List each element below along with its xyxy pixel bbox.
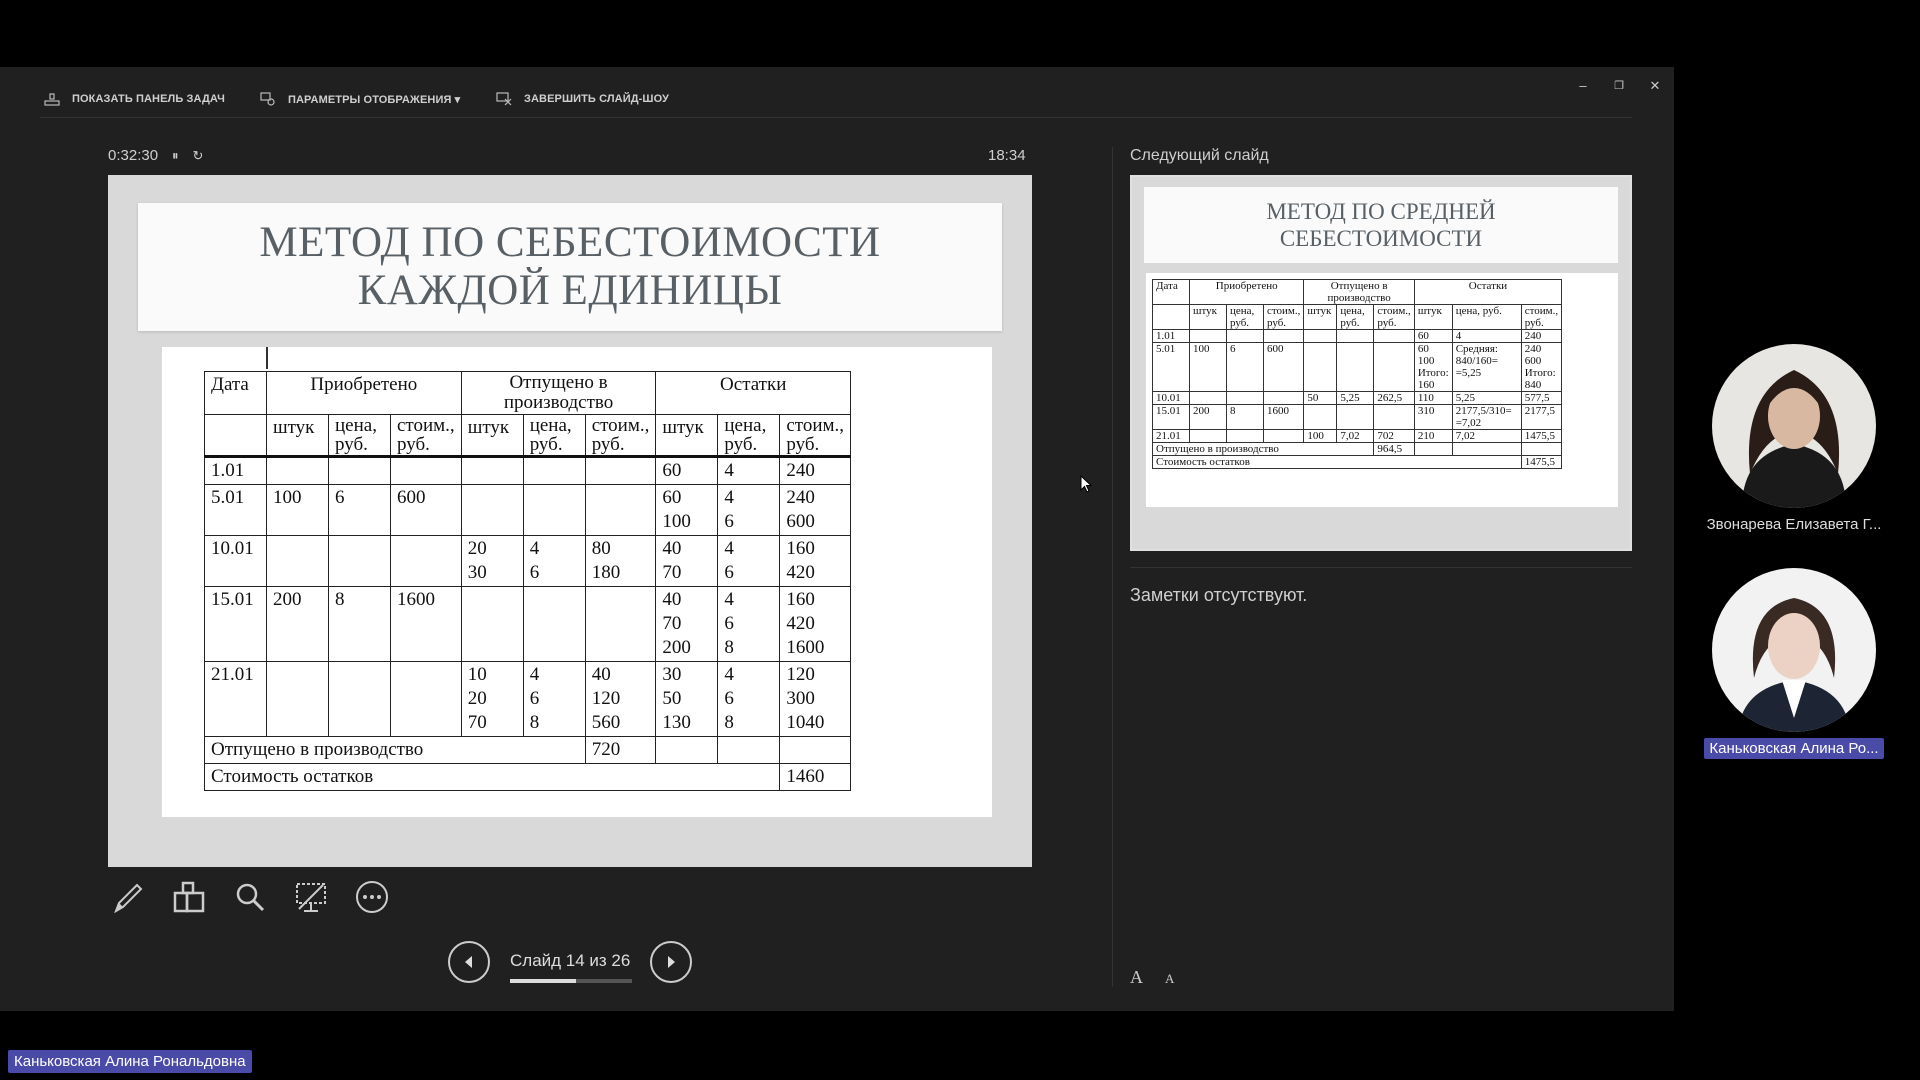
table-cell-rp: 7,02 <box>1337 430 1374 443</box>
sub-price: цена, руб. <box>718 415 780 457</box>
table-cell-bc: 1600 <box>1264 405 1304 430</box>
black-screen-button[interactable] <box>291 877 331 917</box>
triangle-left-icon <box>462 955 476 969</box>
table-row <box>1153 405 1562 430</box>
table-cell-rp: 4 6 <box>523 536 585 587</box>
released-total: 720 <box>585 737 656 764</box>
table-cell-sq: 40 70 <box>656 536 718 587</box>
table-cell-sq: 60 100 <box>656 485 718 536</box>
next-slide-table <box>1152 279 1562 469</box>
table-cell-bp <box>329 662 391 737</box>
more-icon <box>354 879 390 915</box>
slide-table <box>204 371 851 791</box>
avatar-icon <box>1712 568 1876 732</box>
more-options-button[interactable] <box>352 877 392 917</box>
table-cell-bp: 6 <box>1227 343 1264 392</box>
table-cell-rc: 80 180 <box>585 536 656 587</box>
table-cell-bc <box>1264 430 1304 443</box>
pane-divider <box>1112 147 1113 987</box>
table-cell-bq <box>1190 330 1227 343</box>
participant-tile[interactable] <box>1690 568 1898 764</box>
table-cell-bp <box>329 536 391 587</box>
table-cell-rp <box>1337 330 1374 343</box>
table-cell-sp: 7,02 <box>1452 430 1521 443</box>
blank-cell <box>656 737 718 764</box>
participant-avatar <box>1712 568 1876 732</box>
slides-grid-icon <box>171 879 207 915</box>
header-rest: Остатки <box>1414 280 1561 305</box>
blank-cell <box>780 737 851 764</box>
table-cell-rq <box>1304 330 1337 343</box>
blank-cell <box>718 737 780 764</box>
table-cell-bc <box>1264 330 1304 343</box>
slideshow-timer <box>108 147 203 164</box>
released-label: Отпущено в производство <box>205 737 586 764</box>
close-button[interactable] <box>1640 73 1670 99</box>
table-cell-sc: 240 600 <box>780 485 851 536</box>
table-cell-sp: 4 <box>718 457 780 485</box>
speaker-notes: Заметки отсутствуют. <box>1130 585 1308 605</box>
table-cell-sp: 4 6 8 <box>718 662 780 737</box>
table-cell-rq <box>1304 343 1337 392</box>
table-cell-sc: 577,5 <box>1521 392 1561 405</box>
table-cell-sp: Средняя: 840/160= =5,25 <box>1452 343 1521 392</box>
sub-price: цена, руб. <box>523 415 585 457</box>
slide-tools <box>108 877 413 917</box>
table-cell-rq <box>461 485 523 536</box>
table-cell-rq <box>461 457 523 485</box>
table-cell-bq: 100 <box>1190 343 1227 392</box>
avatar-icon <box>1712 344 1876 508</box>
blank-cell <box>1414 443 1452 456</box>
slide-title-box <box>138 203 1002 331</box>
pause-icon[interactable]: ⏸ <box>172 147 179 163</box>
notes-font-controls <box>1130 967 1196 988</box>
pen-tool-button[interactable] <box>108 877 148 917</box>
previous-slide-button[interactable] <box>448 941 490 983</box>
next-title-line1: МЕТОД ПО СРЕДНЕЙ <box>1266 199 1496 224</box>
slide-title <box>259 219 880 315</box>
table-cell-date: 21.01 <box>1153 430 1190 443</box>
restore-button[interactable] <box>1604 73 1634 99</box>
minimize-icon: – <box>1579 78 1587 93</box>
close-icon: ✕ <box>1649 78 1661 93</box>
table-row <box>205 587 851 662</box>
header-date: Дата <box>205 372 267 415</box>
table-cell-rq: 10 20 70 <box>461 662 523 737</box>
sub-cost: стоим., руб. <box>1521 305 1561 330</box>
table-cell-rc <box>585 485 656 536</box>
table-cell-rp <box>523 485 585 536</box>
table-cell-sq: 60 <box>1414 330 1452 343</box>
text-cursor <box>266 347 268 369</box>
slide-progress <box>510 979 632 983</box>
rest-total: 1460 <box>780 764 851 791</box>
table-cell-sp: 2177,5/310= =7,02 <box>1452 405 1521 430</box>
table-cell-sq: 110 <box>1414 392 1452 405</box>
table-row <box>205 485 851 536</box>
table-cell-bc <box>391 536 462 587</box>
table-cell-bc <box>391 457 462 485</box>
magnifier-icon <box>232 879 268 915</box>
table-cell-bq <box>267 457 329 485</box>
toolbar-divider <box>40 117 1632 118</box>
sub-cost: стоим., руб. <box>1374 305 1414 330</box>
show-taskbar-label: ПОКАЗАТЬ ПАНЕЛЬ ЗАДАЧ <box>72 93 225 105</box>
presenter-toolbar <box>0 67 1674 117</box>
table-cell-rc <box>585 457 656 485</box>
sub-price: цена, руб. <box>329 415 391 457</box>
mouse-pointer-icon <box>1080 475 1092 493</box>
slide-title-line1: МЕТОД ПО СЕБЕСТОИМОСТИ <box>259 219 881 266</box>
participant-tile[interactable] <box>1690 344 1898 540</box>
table-cell-sq: 60 100 Итого: 160 <box>1414 343 1452 392</box>
table-cell-sp: 4 6 8 <box>718 587 780 662</box>
table-cell-sc: 240 <box>1521 330 1561 343</box>
table-row <box>1153 430 1562 443</box>
screen-off-icon <box>293 879 329 915</box>
sub-price: цена, руб. <box>1337 305 1374 330</box>
header-bought: Приобретено <box>267 372 462 415</box>
pen-icon <box>110 879 146 915</box>
table-row <box>205 662 851 737</box>
table-cell-bc: 600 <box>1264 343 1304 392</box>
table-cell-bp: 6 <box>329 485 391 536</box>
table-cell-sq: 210 <box>1414 430 1452 443</box>
table-cell-sp: 4 6 <box>718 536 780 587</box>
header-released: Отпущено в производство <box>1304 280 1414 305</box>
table-cell-rc <box>1374 343 1414 392</box>
display-settings-label: ПАРАМЕТРЫ ОТОБРАЖЕНИЯ ▾ <box>288 93 461 106</box>
table-cell-bq: 200 <box>1190 405 1227 430</box>
sub-cost: стоим., руб. <box>391 415 462 457</box>
table-cell-rp <box>523 457 585 485</box>
table-cell-bq: 100 <box>267 485 329 536</box>
table-cell-bc <box>391 662 462 737</box>
next-slide-preview[interactable] <box>1130 175 1632 551</box>
table-cell-sq: 60 <box>656 457 718 485</box>
table-cell-bp: 8 <box>1227 405 1264 430</box>
active-speaker-label: Каньковская Алина Рональдовна <box>8 1050 252 1073</box>
table-cell-rc: 702 <box>1374 430 1414 443</box>
table-cell-bq <box>267 536 329 587</box>
reset-timer-icon[interactable]: ↻ <box>192 147 204 163</box>
table-cell-rp: 5,25 <box>1337 392 1374 405</box>
table-cell-bc: 600 <box>391 485 462 536</box>
table-cell-rp <box>1337 405 1374 430</box>
table-cell-sc: 120 300 1040 <box>780 662 851 737</box>
table-row <box>1153 330 1562 343</box>
table-cell-rp <box>523 587 585 662</box>
table-cell-sq: 310 <box>1414 405 1452 430</box>
table-cell-bp <box>1227 330 1264 343</box>
table-cell-sc: 240 <box>780 457 851 485</box>
sub-qty: штук <box>267 415 329 457</box>
table-cell-rc: 262,5 <box>1374 392 1414 405</box>
header-rest: Остатки <box>656 372 851 415</box>
header-released: Отпущено в производство <box>461 372 656 415</box>
table-cell-bp: 8 <box>329 587 391 662</box>
triangle-right-icon <box>664 955 678 969</box>
participant-name: Звонарева Елизавета Г... <box>1706 516 1882 533</box>
zoom-button[interactable] <box>230 877 270 917</box>
table-cell-sp: 4 <box>1452 330 1521 343</box>
decrease-font-button[interactable]: A <box>1165 971 1175 986</box>
table-cell-rq <box>461 587 523 662</box>
next-slide-button[interactable] <box>650 941 692 983</box>
table-cell-date: 1.01 <box>205 457 267 485</box>
table-cell-date: 15.01 <box>205 587 267 662</box>
display-settings-icon <box>260 92 276 106</box>
next-slide-title-box <box>1144 187 1618 263</box>
table-cell-sc: 1475,5 <box>1521 430 1561 443</box>
table-cell-rc <box>1374 405 1414 430</box>
table-cell-bq <box>1190 392 1227 405</box>
next-slide-title <box>1266 198 1495 252</box>
increase-font-button[interactable]: A <box>1130 967 1143 987</box>
elapsed-time: 0:32:30 <box>108 147 159 164</box>
table-cell-date: 1.01 <box>1153 330 1190 343</box>
table-cell-bp <box>1227 392 1264 405</box>
end-slideshow-button[interactable] <box>496 89 669 109</box>
sub-cost: стоим., руб. <box>585 415 656 457</box>
table-row <box>1153 392 1562 405</box>
blank-cell <box>1521 443 1561 456</box>
header-bought: Приобретено <box>1190 280 1304 305</box>
sub-cost: стоим., руб. <box>780 415 851 457</box>
table-cell-sc: 160 420 <box>780 536 851 587</box>
table-cell-date: 5.01 <box>1153 343 1190 392</box>
slide-counter: Слайд 14 из 26 <box>510 951 631 970</box>
table-row <box>205 536 851 587</box>
sub-qty: штук <box>656 415 718 457</box>
sub-price: цена, руб. <box>1452 305 1521 330</box>
rest-total: 1475,5 <box>1521 456 1561 469</box>
minimize-button[interactable] <box>1568 73 1598 99</box>
slide-progress-fill <box>510 979 576 983</box>
table-cell-date: 10.01 <box>1153 392 1190 405</box>
display-settings-button[interactable] <box>260 89 460 109</box>
released-label: Отпущено в производство <box>1153 443 1374 456</box>
table-cell-bp <box>1227 430 1264 443</box>
table-cell-sc: 160 420 1600 <box>780 587 851 662</box>
slide-title-line2: КАЖДОЙ ЕДИНИЦЫ <box>357 267 783 314</box>
table-cell-date: 15.01 <box>1153 405 1190 430</box>
table-cell-sq: 30 50 130 <box>656 662 718 737</box>
released-total: 964,5 <box>1374 443 1414 456</box>
table-cell-rc: 40 120 560 <box>585 662 656 737</box>
slide-navigation <box>448 941 694 987</box>
table-row <box>1153 343 1562 392</box>
sub-price: цена, руб. <box>1227 305 1264 330</box>
next-slide-label: Следующий слайд <box>1130 147 1269 164</box>
table-cell-bp <box>329 457 391 485</box>
sub-qty: штук <box>1190 305 1227 330</box>
rest-label: Стоимость остатков <box>205 764 780 791</box>
participant-name: Каньковская Алина Ро... <box>1704 738 1883 759</box>
table-cell-sp: 4 6 <box>718 485 780 536</box>
header-blank <box>1153 305 1190 330</box>
table-row <box>205 457 851 485</box>
notes-divider <box>1130 567 1632 568</box>
show-taskbar-button[interactable] <box>44 89 225 109</box>
table-cell-bq <box>267 662 329 737</box>
sub-qty: штук <box>1304 305 1337 330</box>
table-cell-date: 10.01 <box>205 536 267 587</box>
table-cell-bq: 200 <box>267 587 329 662</box>
next-title-line2: СЕБЕСТОИМОСТИ <box>1279 226 1483 251</box>
end-slideshow-icon <box>496 92 512 106</box>
table-cell-rc <box>585 587 656 662</box>
presenter-view <box>0 67 1674 1011</box>
table-cell-rp: 4 6 8 <box>523 662 585 737</box>
table-cell-bc: 1600 <box>391 587 462 662</box>
slide-content <box>162 347 992 817</box>
table-cell-sp: 5,25 <box>1452 392 1521 405</box>
sub-qty: штук <box>461 415 523 457</box>
current-slide[interactable] <box>108 175 1032 867</box>
see-all-slides-button[interactable] <box>169 877 209 917</box>
mouse-pointer <box>1080 475 1092 493</box>
table-cell-sc: 2177,5 <box>1521 405 1561 430</box>
current-time: 18:34 <box>988 147 1026 164</box>
restore-icon: ❐ <box>1614 80 1624 92</box>
table-cell-rq <box>1304 405 1337 430</box>
header-blank <box>205 415 267 457</box>
table-cell-date: 5.01 <box>205 485 267 536</box>
next-slide-content <box>1146 273 1618 507</box>
sub-cost: стоим., руб. <box>1264 305 1304 330</box>
table-cell-rq: 100 <box>1304 430 1337 443</box>
table-cell-bq <box>1190 430 1227 443</box>
sub-qty: штук <box>1414 305 1452 330</box>
table-cell-rq: 50 <box>1304 392 1337 405</box>
table-cell-rc <box>1374 330 1414 343</box>
table-cell-sc: 240 600 Итого: 840 <box>1521 343 1561 392</box>
taskbar-icon <box>44 92 60 106</box>
header-date: Дата <box>1153 280 1190 305</box>
table-cell-rq: 20 30 <box>461 536 523 587</box>
table-cell-sq: 40 70 200 <box>656 587 718 662</box>
end-slideshow-label: ЗАВЕРШИТЬ СЛАЙД-ШОУ <box>524 93 669 105</box>
table-cell-bc <box>1264 392 1304 405</box>
rest-label: Стоимость остатков <box>1153 456 1522 469</box>
blank-cell <box>1452 443 1521 456</box>
table-cell-rp <box>1337 343 1374 392</box>
table-cell-date: 21.01 <box>205 662 267 737</box>
participant-avatar <box>1712 344 1876 508</box>
